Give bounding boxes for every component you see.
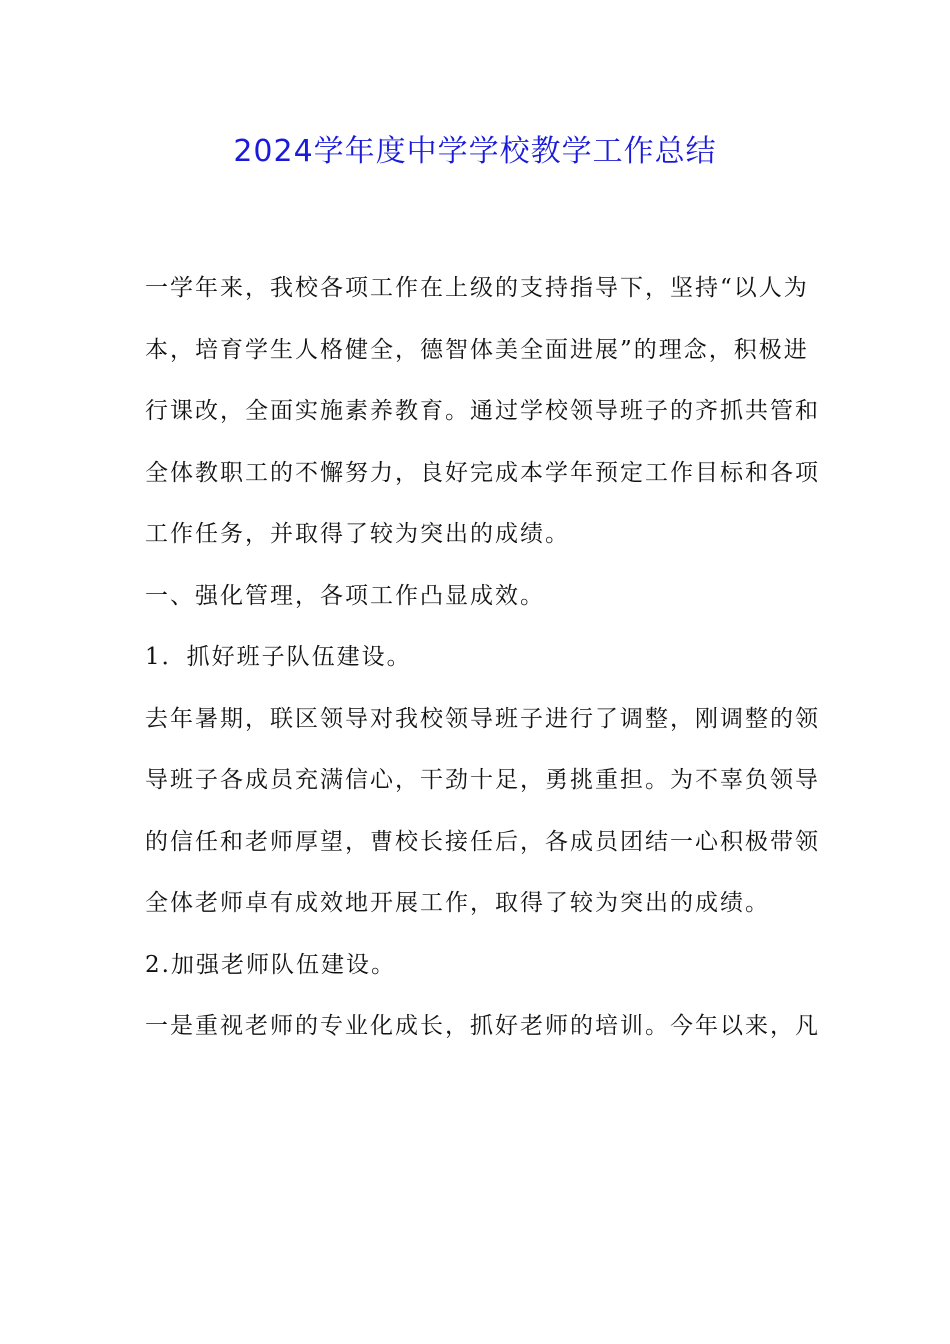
text-line: 导班子各成员充满信心，干劲十足，勇挑重担。为不辜负领导 [145, 767, 820, 793]
section-heading: 一、强化管理，各项工作凸显成效。 [145, 582, 545, 609]
text-line: 一是重视老师的专业化成长，抓好老师的培训。今年以来，凡 [145, 1013, 820, 1039]
document-body [145, 258, 820, 1058]
text-line: 的信任和老师厚望，曹校长接任后，各成员团结一心积极带领 [145, 828, 820, 855]
text-line: 行课改，全面实施素养教育。通过学校领导班子的齐抓共管和 [145, 398, 820, 424]
text-line: 本，培育学生人格健全，德智体美全面进展”的理念，积极进 [145, 336, 809, 363]
text-line: 去年暑期，联区领导对我校领导班子进行了调整，刚调整的领 [145, 705, 820, 732]
document-title: 2024学年度中学学校教学工作总结 [233, 134, 717, 169]
text-line: 工作任务，并取得了较为突出的成绩。 [145, 521, 570, 547]
text-line: 全体老师卓有成效地开展工作，取得了较为突出的成绩。 [145, 890, 770, 916]
subsection-heading: 2.加强老师队伍建设。 [145, 951, 396, 978]
subsection-heading: 1．抓好班子队伍建设。 [145, 644, 412, 670]
text-line: 全体教职工的不懈努力，良好完成本学年预定工作目标和各项 [145, 459, 820, 486]
text-line: 一学年来，我校各项工作在上级的支持指导下，坚持“以人为 [145, 275, 809, 301]
